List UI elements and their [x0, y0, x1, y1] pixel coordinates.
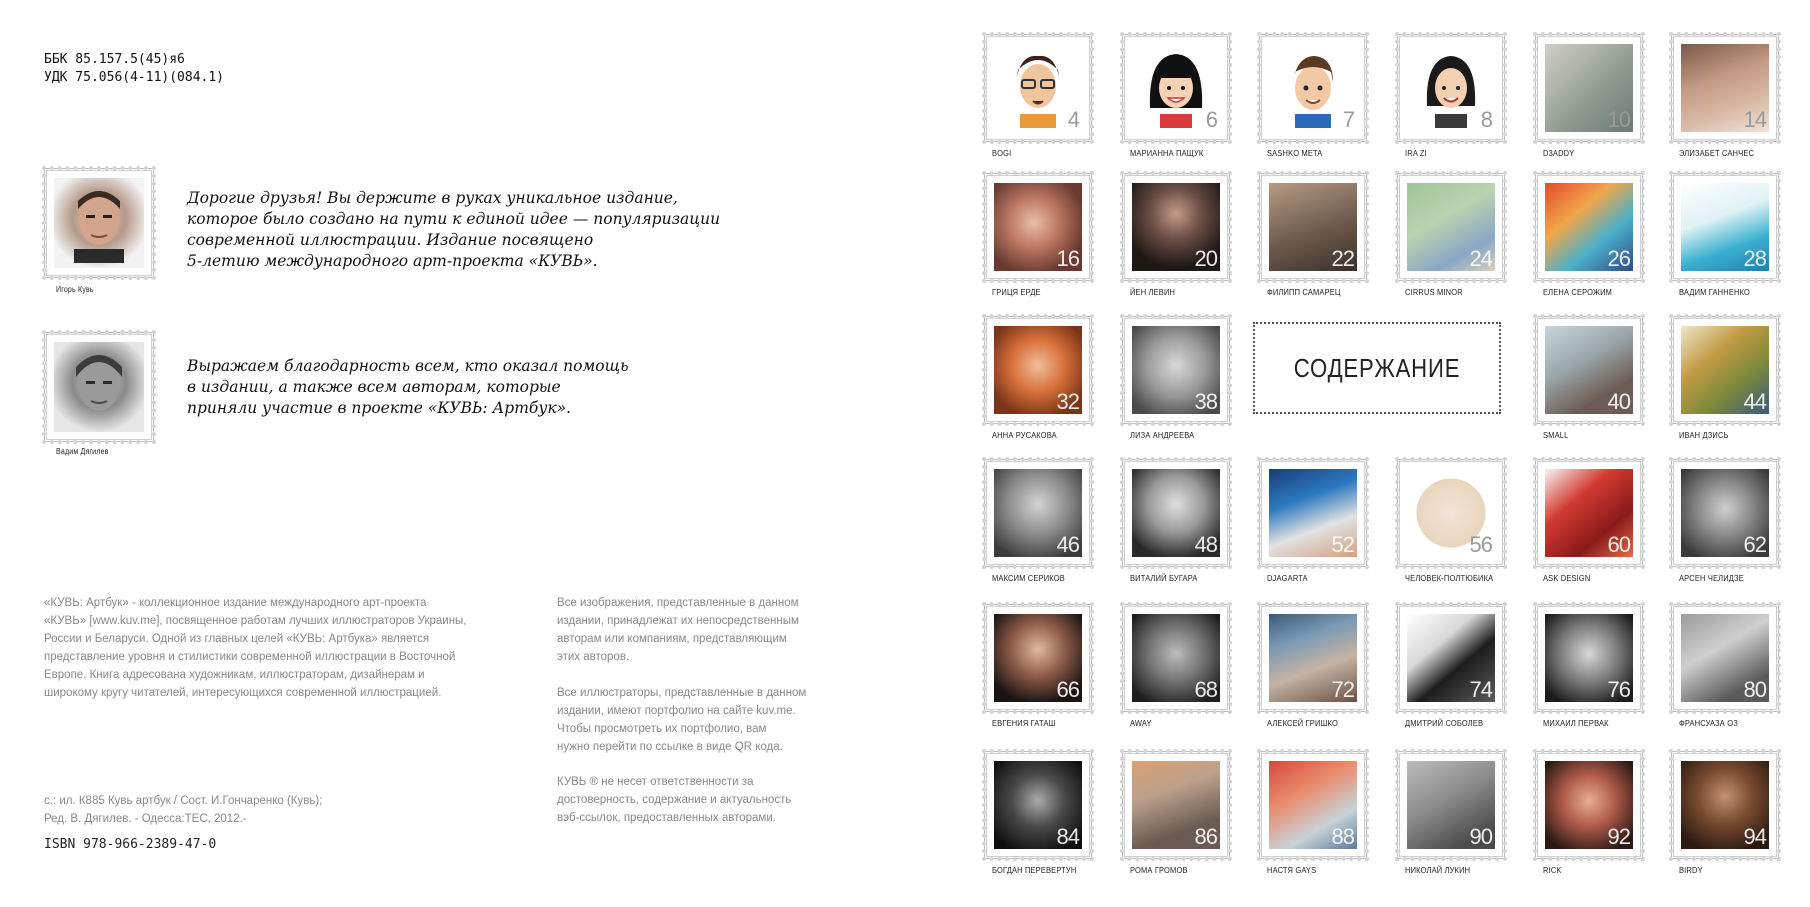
illustrator-photo [1681, 326, 1769, 414]
contents-title: СОДЕРЖАНИЕ [1293, 352, 1461, 383]
page-number-label: 52 [1331, 532, 1354, 557]
text-line: издании, имеют портфолио на сайте kuv.me. [557, 705, 796, 717]
page-number-label: 90 [1469, 824, 1492, 849]
page-number-label: 14 [1743, 107, 1766, 132]
contents-stamp[interactable] [986, 175, 1090, 279]
contents-stamp[interactable] [1261, 606, 1365, 710]
illustrator-name: АРСЕН ЧЕЛИДЗЕ [1679, 573, 1744, 583]
contents-stamp[interactable] [1124, 753, 1228, 857]
illustrator-name: ФРАНСУАЗА ОЗ [1679, 718, 1738, 728]
contents-stamp[interactable] [1673, 318, 1777, 422]
page-number-label: 72 [1331, 677, 1354, 702]
contents-stamp[interactable] [1399, 461, 1503, 565]
text-line: издании, принадлежат их непосредственным [557, 615, 799, 627]
contents-stamp[interactable] [1673, 606, 1777, 710]
about-text [44, 594, 467, 702]
illustrator-name: МАРИАННА ПАЩУК [1130, 148, 1204, 158]
illustrator-name: ЭЛИЗАБЕТ САНЧЕС [1679, 148, 1755, 158]
page-number-label: 94 [1743, 824, 1766, 849]
illustrator-name: АННА РУСАКОВА [992, 430, 1057, 440]
contents-stamp[interactable] [986, 461, 1090, 565]
imprint-text [44, 792, 322, 828]
text-line: нужно перейти по ссылке в виде QR кода. [557, 741, 783, 753]
contents-stamp[interactable] [1399, 36, 1503, 140]
illustrator-photo [994, 326, 1082, 414]
foreword-text-2 [187, 356, 629, 419]
illustrator-photo [1269, 44, 1357, 132]
page-number-label: 66 [1056, 677, 1079, 702]
contents-stamp[interactable] [1537, 606, 1641, 710]
contents-stamp[interactable] [1537, 753, 1641, 857]
illustrator-photo [1269, 614, 1357, 702]
rights-text-2 [557, 684, 806, 756]
page-number-label: 7 [1342, 107, 1354, 132]
illustrator-name: BIRDY [1679, 865, 1703, 875]
illustrator-photo [1407, 469, 1495, 557]
contents-stamp[interactable] [1261, 175, 1365, 279]
text-line: в издании, а также всем авторам, которые [187, 378, 561, 396]
page-number-label: 4 [1067, 107, 1079, 132]
illustrator-name: ЙЕН ЛЕВИН [1130, 287, 1176, 297]
text-line: авторам или компаниям, представляющим [557, 633, 787, 645]
text-line: которое было создано на пути к единой идее — популяризации [187, 210, 721, 228]
text-line: достоверность, содержание и актуальность [557, 794, 792, 806]
portrait-photo [54, 342, 144, 432]
foreword-text-1 [187, 188, 720, 272]
page-number-label: 44 [1743, 389, 1766, 414]
cartoon-avatar-icon [1411, 46, 1491, 130]
illustrator-name: НАСТЯ GAYS [1267, 865, 1317, 875]
page-number-label: 28 [1743, 246, 1766, 271]
text-line: Чтобы просмотреть их портфолио, вам [557, 723, 767, 735]
illustrator-photo [994, 614, 1082, 702]
page-number-label: 88 [1331, 824, 1354, 849]
text-line: Все иллюстраторы, представленные в данном [557, 687, 807, 699]
rights-text-3 [557, 773, 791, 827]
contents-stamp[interactable] [1124, 175, 1228, 279]
illustrator-photo [1545, 44, 1633, 132]
contents-stamp[interactable] [1124, 606, 1228, 710]
illustrator-name: CIRRUS MINOR [1405, 287, 1463, 297]
contents-stamp[interactable] [1124, 318, 1228, 422]
text-line: Все изображения, представленные в данном [557, 597, 799, 609]
illustrator-name: ASK DESIGN [1543, 573, 1591, 583]
illustrator-photo [1132, 183, 1220, 271]
contents-stamp[interactable] [1261, 36, 1365, 140]
page-number-label: 20 [1194, 246, 1217, 271]
cartoon-avatar-icon [1273, 46, 1353, 130]
illustrator-name: DJAGARTA [1267, 573, 1308, 583]
page-number-label: 48 [1194, 532, 1217, 557]
illustrator-name: БОГДАН ПЕРЕВЕРТУН [992, 865, 1077, 875]
rights-text-1 [557, 594, 799, 666]
text-line: Дорогие друзья! Вы держите в руках уникальное издание, [187, 189, 678, 207]
illustrator-photo [1407, 614, 1495, 702]
text-line: широкому кругу читателей, интересующихся современной иллюстрацией. [44, 687, 442, 699]
classification-codes [44, 51, 224, 87]
page-number-label: 6 [1205, 107, 1217, 132]
page-number-label: 92 [1607, 824, 1630, 849]
illustrator-photo [1681, 761, 1769, 849]
illustrator-photo [1545, 761, 1633, 849]
illustrator-name: НИКОЛАЙ ЛУКИН [1405, 865, 1471, 875]
illustrator-name: BOGI [992, 148, 1012, 158]
text-line: современной иллюстрации. Издание посвящено [187, 231, 594, 249]
illustrator-photo [1269, 469, 1357, 557]
illustrator-photo [1407, 44, 1495, 132]
isbn: ISBN 978-966-2389-47-0 [44, 837, 217, 852]
cartoon-avatar-icon [998, 46, 1078, 130]
portrait-photo [54, 178, 144, 268]
illustrator-photo [1681, 614, 1769, 702]
illustrator-photo [1269, 761, 1357, 849]
page-number-label: 80 [1743, 677, 1766, 702]
text-line: Ред. В. Дягилев. - Одесса:ТЕС, 2012.- [44, 813, 247, 825]
text-line: «КУВЬ: Артбук» - коллекционное издание международного арт-проекта [44, 597, 427, 609]
page-number-label: 8 [1480, 107, 1492, 132]
portrait-face-icon [64, 183, 134, 263]
contents-title-box [1253, 322, 1501, 414]
illustrator-name: D3ADDY [1543, 148, 1575, 158]
contents-stamp[interactable] [1673, 461, 1777, 565]
illustrator-name: IRA ZI [1405, 148, 1427, 158]
page-number-label: 22 [1331, 246, 1354, 271]
contents-stamp[interactable] [986, 36, 1090, 140]
page-number-label: 24 [1469, 246, 1492, 271]
text-line: этих авторов. [557, 651, 630, 663]
photo-stamp-vadim [46, 334, 152, 440]
contents-stamp[interactable] [1673, 753, 1777, 857]
contents-stamp[interactable] [1261, 753, 1365, 857]
illustrator-photo [994, 761, 1082, 849]
illustrator-photo [1269, 183, 1357, 271]
illustrator-name: ВИТАЛИЙ БУГАРА [1130, 573, 1198, 583]
person-caption: Вадим Дягилев [56, 447, 109, 456]
contents-stamp[interactable] [1399, 753, 1503, 857]
illustrator-photo [1132, 469, 1220, 557]
contents-stamp[interactable] [1261, 461, 1365, 565]
contents-stamp[interactable] [1537, 461, 1641, 565]
contents-stamp[interactable] [1124, 461, 1228, 565]
page-number-label: 16 [1056, 246, 1079, 271]
illustrator-name: ЕЛЕНА СЕРОЖИМ [1543, 287, 1613, 297]
illustrator-photo [1681, 44, 1769, 132]
page-number-label: 10 [1607, 107, 1630, 132]
illustrator-name: ФИЛИПП САМАРЕЦ [1267, 287, 1341, 297]
text-line: «КУВЬ» [www.kuv.me], посвященное работам лучших иллюстраторов Украины, [44, 615, 467, 627]
illustrator-photo [1132, 761, 1220, 849]
illustrator-photo [1681, 183, 1769, 271]
text-line: КУВЬ ® не несет ответственности за [557, 776, 754, 788]
text-line: вэб-ссылок, предоставленных авторами. [557, 812, 776, 824]
contents-stamp[interactable] [986, 753, 1090, 857]
illustrator-photo [1545, 326, 1633, 414]
illustrator-name: ДМИТРИЙ СОБОЛЕВ [1405, 718, 1484, 728]
illustrator-photo [1407, 183, 1495, 271]
illustrator-name: RICK [1543, 865, 1562, 875]
page-number-label: 56 [1469, 532, 1492, 557]
text-line: Выражаем благодарность всем, кто оказал помощь [187, 357, 629, 375]
illustrator-name: АЛЕКСЕЙ ГРИШКО [1267, 718, 1339, 728]
page-number-label: 68 [1194, 677, 1217, 702]
illustrator-photo [1132, 326, 1220, 414]
illustrator-name: ИВАН ДЗИСЬ [1679, 430, 1729, 440]
photo-stamp-igor [46, 170, 152, 276]
illustrator-photo [1681, 469, 1769, 557]
illustrator-photo [1407, 761, 1495, 849]
contents-stamp[interactable] [986, 606, 1090, 710]
contents-stamp[interactable] [1399, 606, 1503, 710]
illustrator-name: ВАДИМ ГАННЕНКО [1679, 287, 1751, 297]
page-number-label: 74 [1469, 677, 1492, 702]
illustrator-name: AWAY [1130, 718, 1152, 728]
page-number-label: 26 [1607, 246, 1630, 271]
page-number-label: 32 [1056, 389, 1079, 414]
contents-stamp[interactable] [1673, 175, 1777, 279]
illustrator-name: ЧЕЛОВЕК-ПОЛТЮБИКА [1405, 573, 1494, 583]
illustrator-photo [994, 44, 1082, 132]
contents-stamp[interactable] [1537, 36, 1641, 140]
illustrator-name: ГРИЦЯ ЕРДЕ [992, 287, 1041, 297]
illustrator-name: SASHKO META [1267, 148, 1323, 158]
udk-code: УДК 75.056(4-11)(084.1) [44, 70, 225, 85]
page-number-label: 38 [1194, 389, 1217, 414]
text-line: России и Беларуси. Одной из главных целей «КУВЬ: Артбука» является [44, 633, 430, 645]
illustrator-photo [1545, 614, 1633, 702]
page-number-label: 86 [1194, 824, 1217, 849]
contents-stamp[interactable] [1537, 175, 1641, 279]
page-number-label: 62 [1743, 532, 1766, 557]
text-line: представление уровня и стилистики современной иллюстрации в Восточной [44, 651, 456, 663]
page-number-label: 76 [1607, 677, 1630, 702]
illustrator-name: ЛИЗА АНДРЕЕВА [1130, 430, 1195, 440]
person-caption: Игорь Кувь [56, 285, 94, 294]
page-number-label: 46 [1056, 532, 1079, 557]
contents-stamp[interactable] [1399, 175, 1503, 279]
page-number-label: 40 [1607, 389, 1630, 414]
page-number-label: 84 [1056, 824, 1079, 849]
illustrator-photo [1545, 183, 1633, 271]
contents-stamp[interactable] [986, 318, 1090, 422]
contents-stamp[interactable] [1124, 36, 1228, 140]
illustrator-photo [1545, 469, 1633, 557]
illustrator-name: МАКСИМ СЕРИКОВ [992, 573, 1065, 583]
text-line: Европе. Книга адресована художникам, иллюстраторам, дизайнерам и [44, 669, 425, 681]
portrait-face-icon [64, 347, 134, 427]
illustrator-name: МИХАИЛ ПЕРВАК [1543, 718, 1609, 728]
illustrator-photo [1132, 44, 1220, 132]
page-number-label: 60 [1607, 532, 1630, 557]
illustrator-name: ЕВГЕНИЯ ГАТАШ [992, 718, 1056, 728]
contents-stamp[interactable] [1673, 36, 1777, 140]
contents-stamp[interactable] [1537, 318, 1641, 422]
illustrator-photo [994, 183, 1082, 271]
illustrator-name: РОМА ГРОМОВ [1130, 865, 1188, 875]
illustrator-photo [994, 469, 1082, 557]
text-line: с.: ил. К885 Кувь артбук / Сост. И.Гончаренко (Кувь); [44, 795, 323, 807]
illustrator-photo [1132, 614, 1220, 702]
text-line: приняли участие в проекте «КУВЬ: Артбук». [187, 399, 572, 417]
cartoon-avatar-icon [1136, 46, 1216, 130]
text-line: 5-летию международного арт-проекта «КУВЬ». [187, 252, 598, 270]
bbk-code: ББК 85.157.5(45)я6 [44, 52, 185, 67]
illustrator-name: SMALL [1543, 430, 1569, 440]
